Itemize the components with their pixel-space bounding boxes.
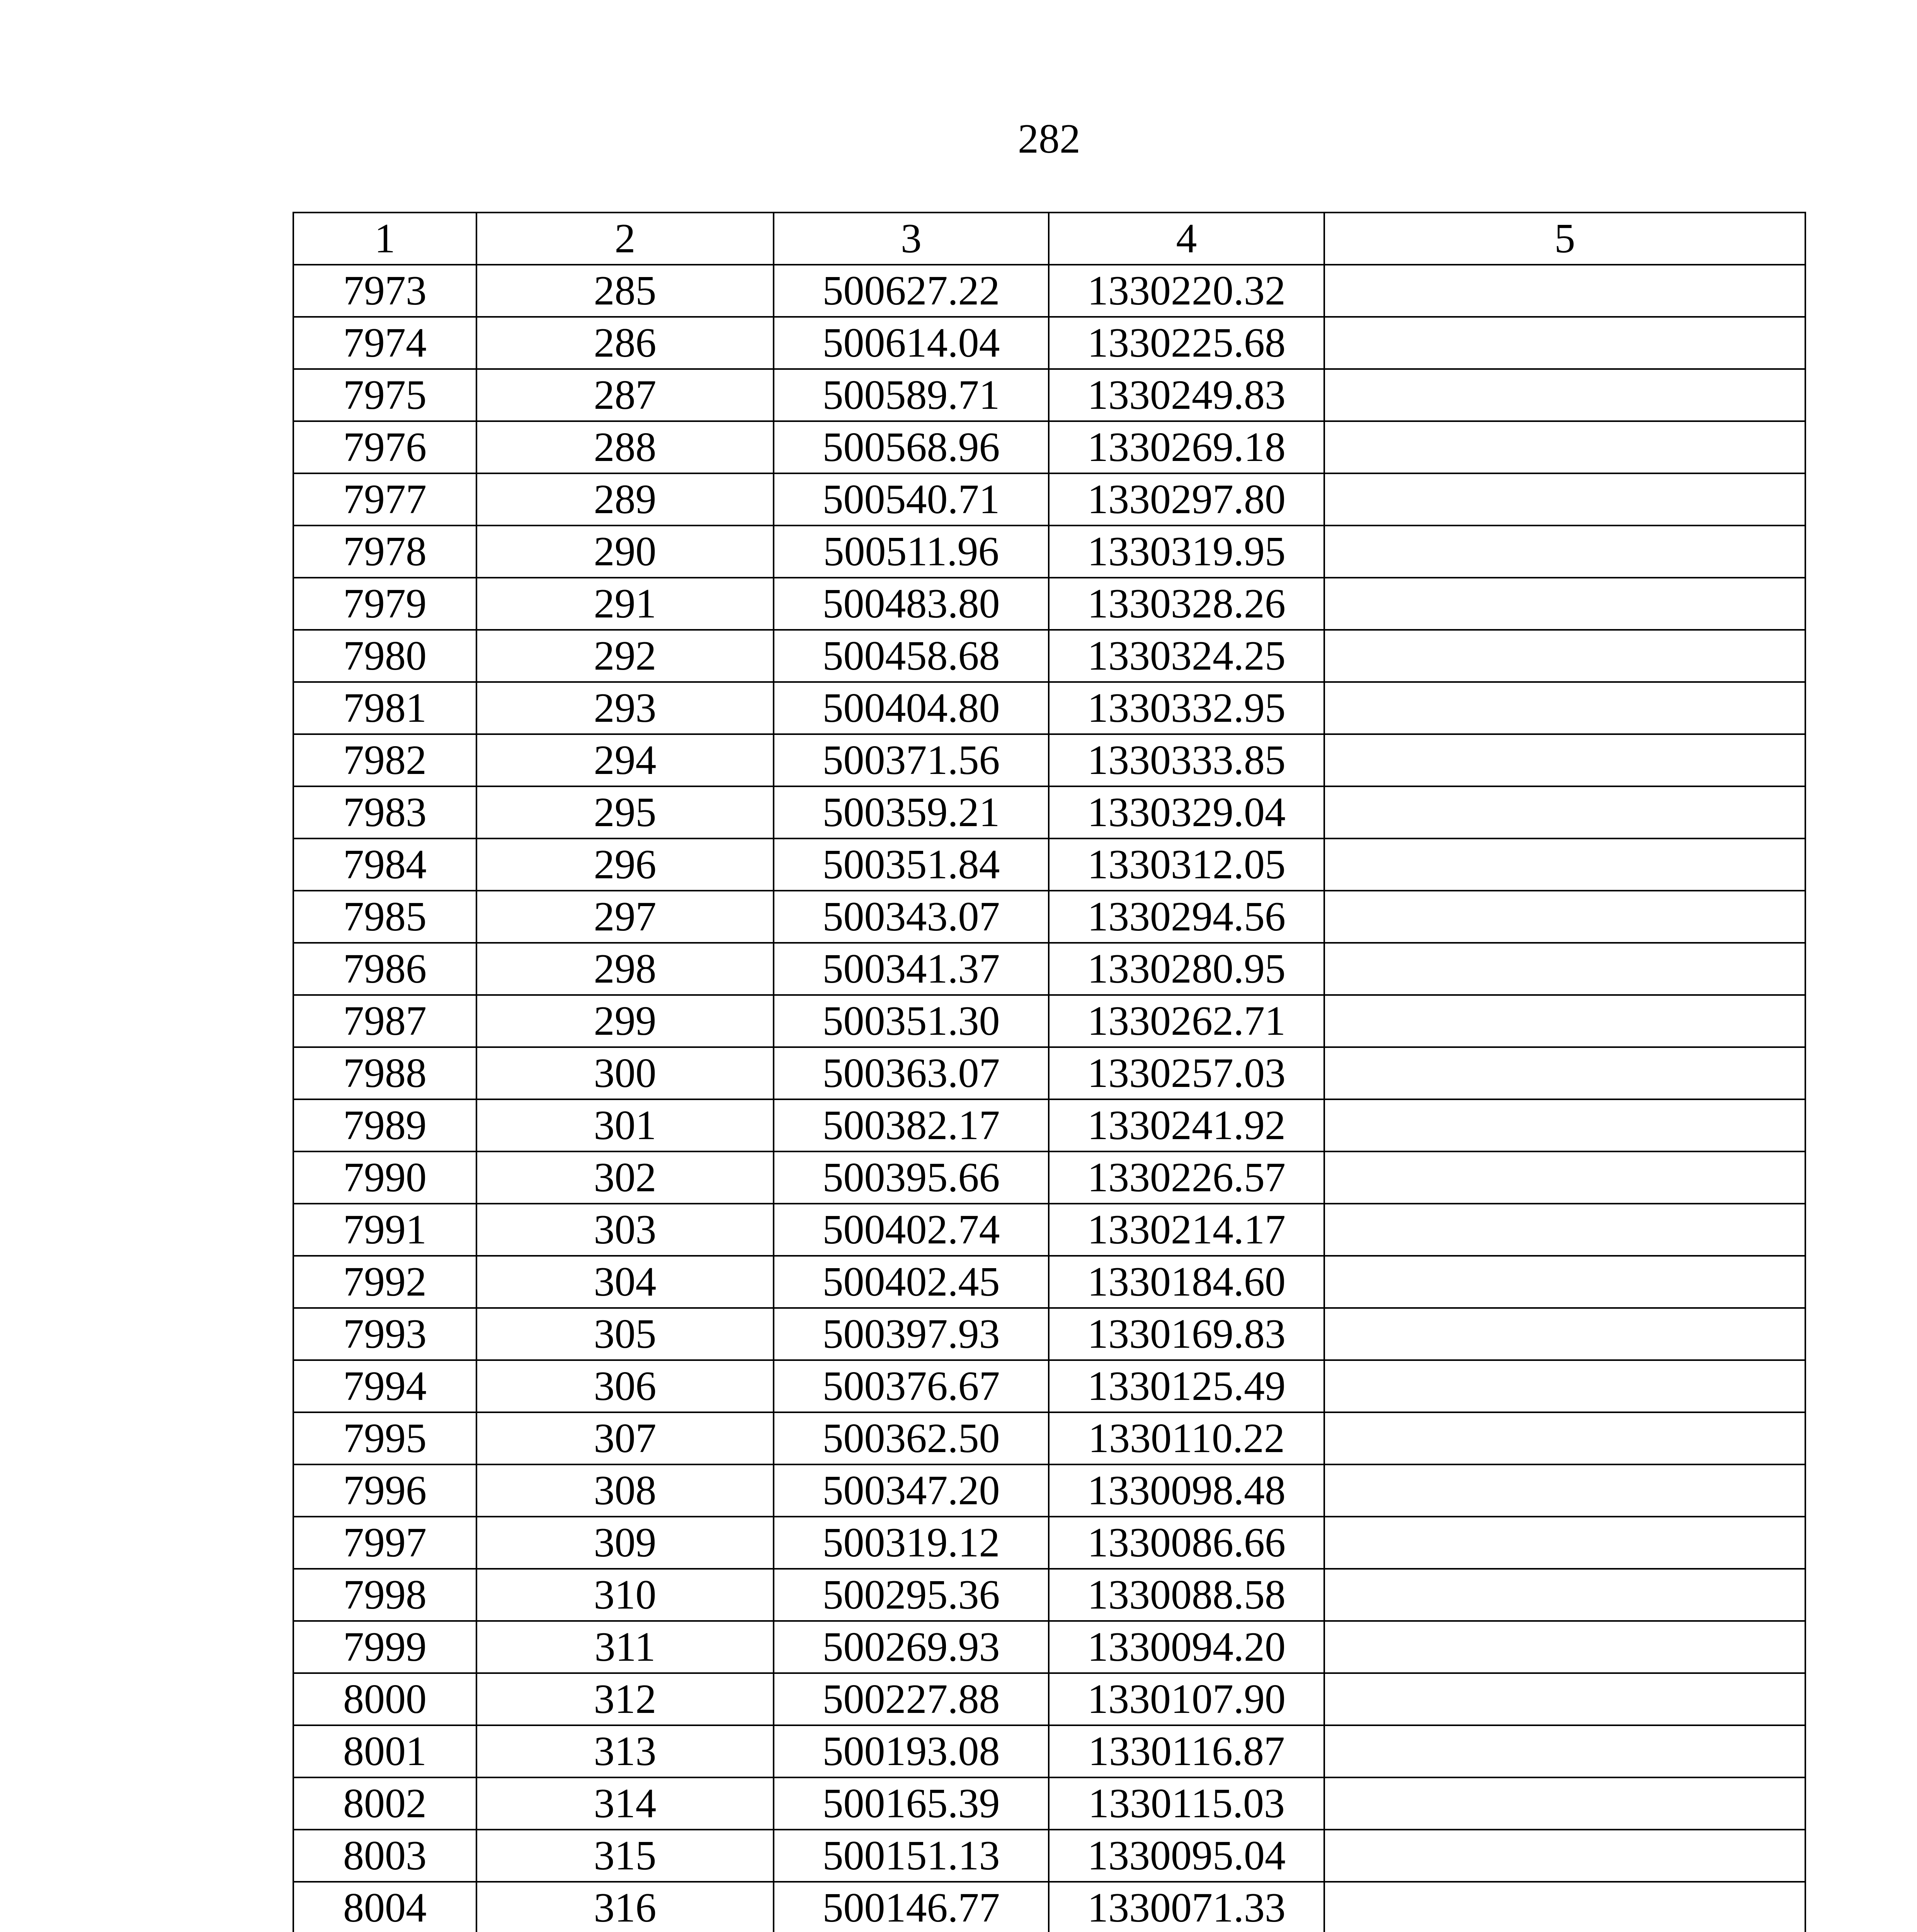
table-cell-col-3: 500351.84 — [774, 838, 1049, 891]
table-cell-col-2: 301 — [476, 1099, 774, 1151]
table-cell-col-4: 1330319.95 — [1049, 526, 1324, 578]
table-cell-col-4: 1330262.71 — [1049, 995, 1324, 1047]
table-cell-col-5 — [1324, 317, 1805, 369]
table-cell-col-5 — [1324, 1569, 1805, 1621]
table-row — [293, 891, 1805, 943]
table-cell-col-3: 500343.07 — [774, 891, 1049, 943]
table-cell-col-5 — [1324, 1673, 1805, 1725]
table-cell-col-5 — [1324, 1621, 1805, 1673]
table-cell-col-1: 7981 — [293, 682, 476, 734]
table-cell-col-2: 287 — [476, 369, 774, 421]
table-cell-col-5 — [1324, 786, 1805, 838]
table-cell-col-3: 500458.68 — [774, 630, 1049, 682]
table-cell-col-1: 7986 — [293, 943, 476, 995]
table-cell-col-4: 1330098.48 — [1049, 1464, 1324, 1517]
table-cell-col-2: 289 — [476, 473, 774, 526]
table-cell-col-5 — [1324, 1308, 1805, 1360]
header-cell-1: 1 — [293, 213, 476, 265]
table-cell-col-3: 500395.66 — [774, 1151, 1049, 1204]
table-cell-col-3: 500402.45 — [774, 1256, 1049, 1308]
header-cell-3: 3 — [774, 213, 1049, 265]
table-cell-col-3: 500568.96 — [774, 421, 1049, 473]
table-cell-col-4: 1330249.83 — [1049, 369, 1324, 421]
table-cell-col-5 — [1324, 1882, 1805, 1932]
table-cell-col-3: 500347.20 — [774, 1464, 1049, 1517]
table-row — [293, 943, 1805, 995]
table-cell-col-3: 500614.04 — [774, 317, 1049, 369]
table-cell-col-3: 500402.74 — [774, 1204, 1049, 1256]
table-cell-col-1: 7980 — [293, 630, 476, 682]
table-row — [293, 1360, 1805, 1412]
table-cell-col-4: 1330116.87 — [1049, 1725, 1324, 1777]
table-cell-col-3: 500269.93 — [774, 1621, 1049, 1673]
table-cell-col-1: 8000 — [293, 1673, 476, 1725]
table-cell-col-5 — [1324, 1360, 1805, 1412]
table-cell-col-3: 500359.21 — [774, 786, 1049, 838]
table-row — [293, 1830, 1805, 1882]
table-row — [293, 1621, 1805, 1673]
table-cell-col-2: 298 — [476, 943, 774, 995]
table-cell-col-3: 500227.88 — [774, 1673, 1049, 1725]
table-cell-col-2: 297 — [476, 891, 774, 943]
table-cell-col-5 — [1324, 630, 1805, 682]
table-cell-col-1: 7978 — [293, 526, 476, 578]
table-cell-col-5 — [1324, 1830, 1805, 1882]
table-cell-col-3: 500376.67 — [774, 1360, 1049, 1412]
table-cell-col-4: 1330332.95 — [1049, 682, 1324, 734]
table-cell-col-2: 299 — [476, 995, 774, 1047]
table-cell-col-2: 308 — [476, 1464, 774, 1517]
table-cell-col-2: 309 — [476, 1517, 774, 1569]
table-cell-col-1: 7976 — [293, 421, 476, 473]
header-cell-2: 2 — [476, 213, 774, 265]
table-cell-col-4: 1330095.04 — [1049, 1830, 1324, 1882]
table-body — [293, 213, 1805, 1932]
table-cell-col-2: 294 — [476, 734, 774, 786]
table-row — [293, 1204, 1805, 1256]
table-cell-col-4: 1330269.18 — [1049, 421, 1324, 473]
table-cell-col-2: 313 — [476, 1725, 774, 1777]
table-cell-col-4: 1330241.92 — [1049, 1099, 1324, 1151]
table-cell-col-4: 1330214.17 — [1049, 1204, 1324, 1256]
table-cell-col-1: 7995 — [293, 1412, 476, 1464]
table-cell-col-3: 500627.22 — [774, 265, 1049, 317]
table-cell-col-1: 7985 — [293, 891, 476, 943]
table-cell-col-5 — [1324, 473, 1805, 526]
table-cell-col-3: 500319.12 — [774, 1517, 1049, 1569]
table-cell-col-3: 500371.56 — [774, 734, 1049, 786]
table-cell-col-3: 500483.80 — [774, 578, 1049, 630]
table-cell-col-4: 1330220.32 — [1049, 265, 1324, 317]
table-row — [293, 1099, 1805, 1151]
table-cell-col-2: 303 — [476, 1204, 774, 1256]
table-cell-col-4: 1330324.25 — [1049, 630, 1324, 682]
table-header-row — [293, 213, 1805, 265]
table-cell-col-5 — [1324, 578, 1805, 630]
table-cell-col-1: 7997 — [293, 1517, 476, 1569]
table-row — [293, 995, 1805, 1047]
table-cell-col-3: 500295.36 — [774, 1569, 1049, 1621]
table-cell-col-4: 1330094.20 — [1049, 1621, 1324, 1673]
table-row — [293, 682, 1805, 734]
table-row — [293, 1517, 1805, 1569]
table-cell-col-2: 286 — [476, 317, 774, 369]
table-cell-col-5 — [1324, 734, 1805, 786]
table-cell-col-4: 1330280.95 — [1049, 943, 1324, 995]
table-cell-col-4: 1330297.80 — [1049, 473, 1324, 526]
table-row — [293, 578, 1805, 630]
table-cell-col-1: 7979 — [293, 578, 476, 630]
table-cell-col-4: 1330312.05 — [1049, 838, 1324, 891]
table-cell-col-1: 7973 — [293, 265, 476, 317]
table-cell-col-1: 7993 — [293, 1308, 476, 1360]
table-cell-col-5 — [1324, 1256, 1805, 1308]
table-cell-col-1: 7988 — [293, 1047, 476, 1099]
table-cell-col-2: 304 — [476, 1256, 774, 1308]
table-cell-col-4: 1330071.33 — [1049, 1882, 1324, 1932]
table-row — [293, 1777, 1805, 1830]
table-cell-col-5 — [1324, 1099, 1805, 1151]
table-cell-col-4: 1330226.57 — [1049, 1151, 1324, 1204]
table-cell-col-3: 500540.71 — [774, 473, 1049, 526]
table-cell-col-2: 316 — [476, 1882, 774, 1932]
table-cell-col-1: 7984 — [293, 838, 476, 891]
table-cell-col-4: 1330328.26 — [1049, 578, 1324, 630]
table-cell-col-4: 1330333.85 — [1049, 734, 1324, 786]
table-cell-col-1: 8002 — [293, 1777, 476, 1830]
table-cell-col-3: 500363.07 — [774, 1047, 1049, 1099]
table-cell-col-5 — [1324, 1725, 1805, 1777]
table-row — [293, 473, 1805, 526]
table-cell-col-5 — [1324, 1517, 1805, 1569]
table-cell-col-1: 7998 — [293, 1569, 476, 1621]
table-row — [293, 786, 1805, 838]
table-cell-col-5 — [1324, 1412, 1805, 1464]
table-cell-col-2: 306 — [476, 1360, 774, 1412]
table-cell-col-1: 7992 — [293, 1256, 476, 1308]
table-cell-col-4: 1330329.04 — [1049, 786, 1324, 838]
table-cell-col-5 — [1324, 1464, 1805, 1517]
coordinates-table — [293, 212, 1806, 1932]
table-cell-col-1: 7999 — [293, 1621, 476, 1673]
table-cell-col-2: 312 — [476, 1673, 774, 1725]
table-cell-col-2: 307 — [476, 1412, 774, 1464]
table-cell-col-4: 1330169.83 — [1049, 1308, 1324, 1360]
table-cell-col-2: 314 — [476, 1777, 774, 1830]
header-cell-4: 4 — [1049, 213, 1324, 265]
table-row — [293, 265, 1805, 317]
table-cell-col-2: 310 — [476, 1569, 774, 1621]
table-cell-col-4: 1330225.68 — [1049, 317, 1324, 369]
table-row — [293, 630, 1805, 682]
table-cell-col-5 — [1324, 891, 1805, 943]
table-row — [293, 1673, 1805, 1725]
table-row — [293, 1256, 1805, 1308]
table-cell-col-1: 7977 — [293, 473, 476, 526]
table-cell-col-3: 500341.37 — [774, 943, 1049, 995]
table-cell-col-4: 1330088.58 — [1049, 1569, 1324, 1621]
table-cell-col-3: 500146.77 — [774, 1882, 1049, 1932]
table-cell-col-1: 7989 — [293, 1099, 476, 1151]
table-cell-col-3: 500397.93 — [774, 1308, 1049, 1360]
table-cell-col-5 — [1324, 682, 1805, 734]
table-row — [293, 1151, 1805, 1204]
table-cell-col-5 — [1324, 995, 1805, 1047]
table-cell-col-3: 500193.08 — [774, 1725, 1049, 1777]
table-row — [293, 734, 1805, 786]
table-cell-col-2: 285 — [476, 265, 774, 317]
table-cell-col-2: 295 — [476, 786, 774, 838]
table-cell-col-5 — [1324, 1204, 1805, 1256]
table-row — [293, 526, 1805, 578]
table-cell-col-3: 500404.80 — [774, 682, 1049, 734]
table-cell-col-3: 500382.17 — [774, 1099, 1049, 1151]
table-cell-col-1: 7996 — [293, 1464, 476, 1517]
table-cell-col-2: 311 — [476, 1621, 774, 1673]
table-cell-col-5 — [1324, 838, 1805, 891]
table-cell-col-5 — [1324, 1151, 1805, 1204]
table-row — [293, 369, 1805, 421]
table-cell-col-3: 500589.71 — [774, 369, 1049, 421]
table-cell-col-2: 291 — [476, 578, 774, 630]
table-cell-col-2: 290 — [476, 526, 774, 578]
table-cell-col-3: 500511.96 — [774, 526, 1049, 578]
table-cell-col-4: 1330115.03 — [1049, 1777, 1324, 1830]
table-cell-col-1: 7987 — [293, 995, 476, 1047]
table-cell-col-2: 302 — [476, 1151, 774, 1204]
table-row — [293, 1308, 1805, 1360]
table-cell-col-5 — [1324, 265, 1805, 317]
table-row — [293, 838, 1805, 891]
table-cell-col-1: 8001 — [293, 1725, 476, 1777]
table-cell-col-5 — [1324, 369, 1805, 421]
table-row — [293, 1412, 1805, 1464]
table-cell-col-1: 7991 — [293, 1204, 476, 1256]
table-cell-col-4: 1330257.03 — [1049, 1047, 1324, 1099]
table-cell-col-1: 8003 — [293, 1830, 476, 1882]
table-cell-col-1: 7975 — [293, 369, 476, 421]
table-row — [293, 1725, 1805, 1777]
table-cell-col-1: 7974 — [293, 317, 476, 369]
table-cell-col-5 — [1324, 1047, 1805, 1099]
table-cell-col-3: 500362.50 — [774, 1412, 1049, 1464]
table-cell-col-2: 288 — [476, 421, 774, 473]
table-cell-col-4: 1330294.56 — [1049, 891, 1324, 943]
table-row — [293, 1882, 1805, 1932]
table-cell-col-5 — [1324, 526, 1805, 578]
table-cell-col-5 — [1324, 943, 1805, 995]
table-cell-col-4: 1330184.60 — [1049, 1256, 1324, 1308]
table-cell-col-2: 292 — [476, 630, 774, 682]
table-cell-col-3: 500351.30 — [774, 995, 1049, 1047]
table-cell-col-2: 293 — [476, 682, 774, 734]
table-row — [293, 1047, 1805, 1099]
table-cell-col-3: 500165.39 — [774, 1777, 1049, 1830]
table-cell-col-4: 1330110.22 — [1049, 1412, 1324, 1464]
table-cell-col-4: 1330125.49 — [1049, 1360, 1324, 1412]
table-cell-col-2: 305 — [476, 1308, 774, 1360]
table-cell-col-5 — [1324, 421, 1805, 473]
table-cell-col-2: 300 — [476, 1047, 774, 1099]
table-row — [293, 1464, 1805, 1517]
table-cell-col-5 — [1324, 1777, 1805, 1830]
table-cell-col-1: 7983 — [293, 786, 476, 838]
page-number: 282 — [1018, 116, 1080, 162]
table-row — [293, 421, 1805, 473]
table-row — [293, 317, 1805, 369]
table-cell-col-2: 296 — [476, 838, 774, 891]
header-cell-5: 5 — [1324, 213, 1805, 265]
table-cell-col-3: 500151.13 — [774, 1830, 1049, 1882]
table-cell-col-4: 1330086.66 — [1049, 1517, 1324, 1569]
table-cell-col-1: 7994 — [293, 1360, 476, 1412]
table-cell-col-4: 1330107.90 — [1049, 1673, 1324, 1725]
table-cell-col-1: 8004 — [293, 1882, 476, 1932]
table-row — [293, 1569, 1805, 1621]
table-cell-col-1: 7982 — [293, 734, 476, 786]
table-cell-col-2: 315 — [476, 1830, 774, 1882]
table-cell-col-1: 7990 — [293, 1151, 476, 1204]
